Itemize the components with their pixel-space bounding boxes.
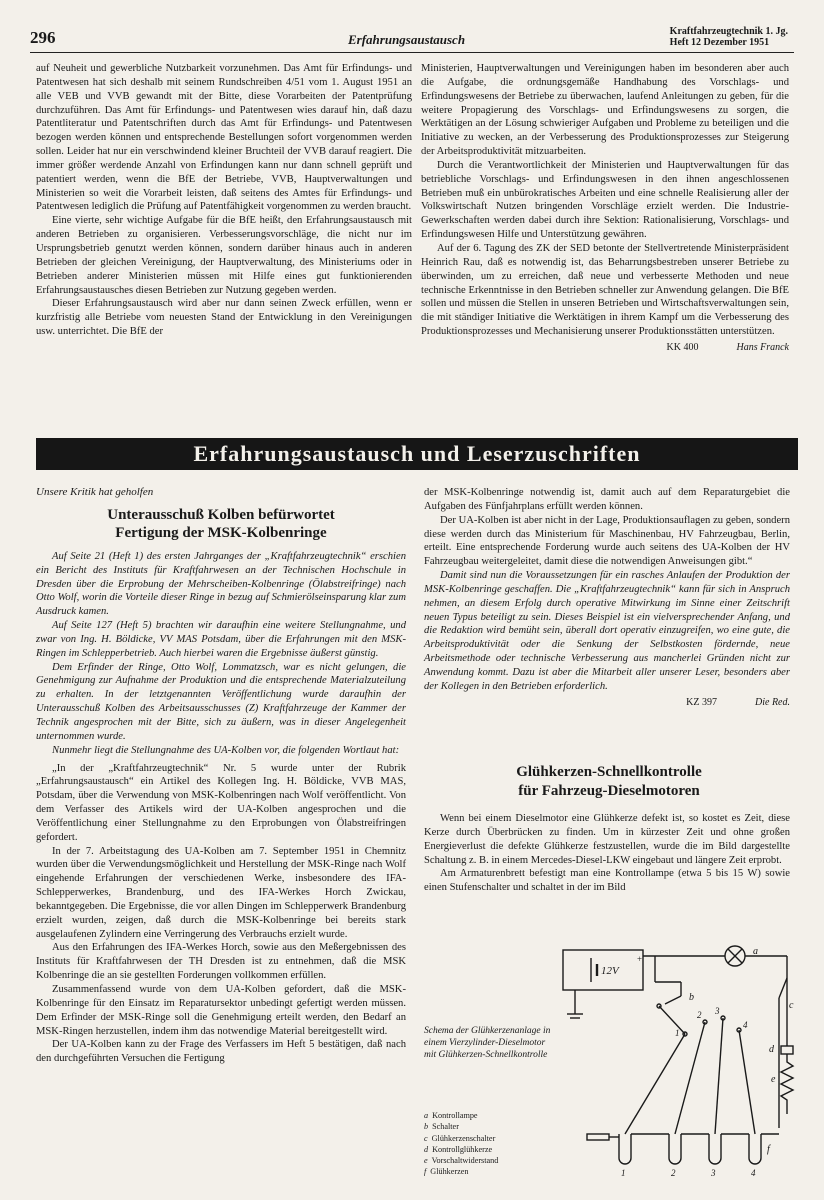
figure-caption: Schema der Glühkerzenanlage in einem Vierzylinder-Dieselmotor mit Glühkerzen-Schnellkontrolle (424, 1026, 551, 1060)
glow-plug-circuit-diagram (555, 938, 805, 1178)
wire (715, 1018, 723, 1134)
legend-item: b Schalter (424, 1122, 459, 1132)
resistor-label: e (771, 1074, 776, 1085)
glow-switch-label: c (789, 1000, 794, 1011)
switch-label: b (689, 992, 694, 1003)
article-kicker: Unsere Kritik hat geholfen (36, 486, 154, 498)
paragraph: „In der „Kraftfahrzeugtechnik“ Nr. 5 wurde unter der Rubrik „Erfahrungsaustausch“ ein Artikel des Kollegen Ing. H. Böldicke, VVB MAS, Potsdam, über die Verwendung von MSK-Kolbenringen nach Wolf veröffentlicht. Von dem Verfasser des Artikels wird der UA-Kolben angesprochen und die Veröffentlichung einer Stellungnahme zu den Erprobungen von Ölabstreifringen gefordert. (36, 762, 406, 843)
wire (625, 1034, 685, 1134)
plug-number: 2 (671, 1168, 676, 1178)
legend-item: c Glühkerzenschalter (424, 1133, 496, 1143)
paragraph: In der 7. Arbeitstagung des UA-Kolben am 7. September 1951 in Chemnitz wurden über die Verwendungsmöglichkeit und Herstellung der MSK-Ringe nach Wolf eingehende Erfahrungen der verschiedenen Werke, insbesondere des IFA-Schlepperwerkes, Brandenburg, und des IFA-Werkes Horch Zwickau, bekanntgegeben. Die Ergebnisse, die vor allen Dingen im Schlepperwerk Brandenburg erzielt wurden, zeigen, daß durch die MSK-Kolbenringe bei bereits stark ausgelaufenen Zylindern eine Verringerung des Verbrauchs erzielt wurde. (36, 845, 406, 940)
plug-number: 1 (621, 1168, 626, 1178)
paragraph: der MSK-Kolbenringe notwendig ist, damit auch auf dem Reparaturgebiet die Aufgaben des Fünfjahrplans erfüllt werden können. (424, 487, 790, 512)
control-plug (781, 1046, 793, 1054)
wire (659, 1006, 685, 1034)
switch-position-label: 3 (715, 1006, 720, 1016)
paragraph: Dem Erfinder der Ringe, Otto Wolf, Lommatzsch, war es nicht gelungen, die Genehmigung zur Aufnahme der Produktion und die entsprechende Materialzuteilung zu erhalten. In der letztgenannten Veröffentlichung wurde daraufhin der Unterausschuß Kolben des Arbeitsausschusses (Z) Kraftfahrzeuge der Kammer der Technik angesprochen mit der Bitte, sich zu äußern, was in dieser Angelegenheit unternommen wurde. (36, 661, 406, 742)
legend-item: a Kontrollampe (424, 1111, 478, 1120)
signature (424, 696, 790, 710)
wire (739, 1030, 755, 1134)
paragraph: Am Armaturenbrett befestigt man eine Kontrollampe (etwa 5 bis 15 W) sowie einen Stufenschalter und schaltet in der im Bild (424, 868, 790, 894)
switch-b (665, 996, 681, 1004)
terminal-block (587, 1134, 609, 1140)
legend-item: e Vorschaltwiderstand (424, 1156, 499, 1166)
article-title-line-1: Unterausschuß Kolben befürwortet (107, 506, 335, 523)
paragraph: Damit sind nun die Voraussetzungen für ein rasches Anlaufen der Produktion der MSK-Kolbenringe geschaffen. Die „Kraftfahrzeugtechnik“ kann für sich in Anspruch nehmen, an diesem Erfolg durch operative Mitwirkung im Sinne einer Zeitschrift neuen Typus beteiligt zu sein. Dieses Beispiel ist ein vielversprechender Anfang, und die Redaktion wird bemüht sein, überall dort operativ einzugreifen, wo eine gute, die Arbeitsproduktivität oder die Senkung der Selbstkosten fördernde, neue Arbeitsmethode oder technische Verbesserung aus mancherlei Gründen nicht zur Anwendung kommt. Dazu ist aber die Mitarbeit aller unserer Leser, besonders aber der Kollegen in den Betrieben erforderlich. (424, 570, 790, 692)
article2-title-line-2: für Fahrzeug-Dieselmotoren (518, 783, 700, 799)
lamp-label: a (753, 946, 758, 957)
glow-plug-1 (619, 1134, 631, 1164)
plug-number: 3 (711, 1168, 716, 1178)
article-title-line-2: Fertigung der MSK-Kolbenringe (115, 524, 327, 541)
glow-plug-4 (749, 1134, 761, 1164)
paragraph: Durch die Verantwortlichkeit der Ministerien und Hauptverwaltungen für das betriebliche Vorschlags- und Erfindungswesen in den ihnen angeschlossenen Betrieben muß ein unbürokratisches Arbeiten und eine schnelle Realisierung aller der Volkswirtschaft Nutzen bringenden Vorschläge erzielt werden. Die Industrie-Gewerkschaften werden dabei durch ihre Sektion: Rationalisierung, Vorschlags- und Erfindungswesen Hilfe und Unterstützung gewähren. (421, 159, 789, 241)
control-plug-label: d (769, 1044, 774, 1055)
paragraph: Wenn bei einem Dieselmotor eine Glühkerze defekt ist, so kostet es Zeit, diese Kerze durch Überbrücken zu finden. Um in kürzester Zeit und ohne großen Energieverlust die defekte Glühkerze festzustellen, wurde die im Bild dargestellte Schaltung z. B. in einem Mercedes-Diesel-LKW eingebaut und längere Zeit erprobt. (424, 813, 790, 866)
plug-number: 4 (751, 1168, 756, 1178)
battery-label: 12V (601, 965, 619, 977)
editorial-note (424, 569, 790, 694)
paragraph: Eine vierte, sehr wichtige Aufgabe für die BfE heißt, den Erfahrungsaustausch mit anderen Betrieben zu organisieren. Verbesserungsvorschläge, die nicht nur im Ursprungsbetrieb genutzt werden können, sondern darüber hinaus auch in anderen Betrieben der gleichen Vereinigung, der Hauptverwaltung, des Ministeriums oder in Betrieben anderer Ministerien müssen mit Hilfe eines gut funktionierenden Erfahrungsaustausches diesen Betrieben zur Nutzung gegeben werden. (36, 215, 412, 296)
top-right-column (421, 62, 789, 355)
section-banner: Erfahrungsaustausch und Leserzuschriften (36, 438, 798, 470)
journal-line-1: Kraftfahrzeugtechnik 1. Jg. (669, 26, 788, 37)
paragraph: auf Neuheit und gewerbliche Nutzbarkeit vorzunehmen. Das Amt für Erfindungs- und Patentwesen hat sich deshalb mit seinem Rundschreiben 4/51 vom 1. August 1951 an alle VEB und VVB gewandt mit der Bitte, diese Vorarbeiten der Patentprüfung durchzuführen. Das Amt für Erfindungs- und Patentwesen wies darauf hin, daß dazu Patentliteratur und Patentschriften durch das Amt für Erfindungs- und Patentwesen bezogen werden können und entsprechende Bestellungen sofort vorgenommen werden sollen. Leider hat nur ein verschwindend kleiner Bruchteil der VVB darauf reagiert. Die immer größer werdende Anzahl von Erfindungen kann nur dann schnell geprüft und patentiert werden, wenn die BfE der Betriebe, VVB, Hauptverwaltungen und Ministerien so weit die Vorarbeit leisten, daß seitens des Amtes für Erfindungs- und Patentwesen lediglich die Prüfung auf Patentfähigkeit vorgenommen zu werden braucht. (36, 63, 412, 213)
article2-body (424, 812, 790, 895)
paragraph: Dieser Erfahrungsaustausch wird aber nur dann seinen Zweck erfüllen, wenn er kurzfristig alle Betriebe vom neuesten Stand der Entwicklung in den Vereinigungen usw. unterrichtet. Die BfE der (36, 298, 412, 338)
signature-author: Hans Franck (736, 341, 789, 353)
signature-author: Die Red. (755, 696, 790, 708)
article-body (36, 762, 406, 1067)
paragraph: Auf der 6. Tagung des ZK der SED betonte der Stellvertretende Ministerpräsident Heinrich Rau, daß es notwendig ist, das Beharrungsbestreben unserer Betriebe zu überwinden, um zu erreichen, daß neue und verbesserte Methoden und neue technische Erkenntnisse in den Betrieben schneller zur Anwendung gelangen. Die BfE sollen und müssen die Stellen in unseren Betrieben und Wirtschaftsverwaltungen sein, die mit ständiger Initiative die Werktätigen in ihrem Kampf um die Verbesserung des Produktionsprozesses und Mechanisierung unserer Produktionsstätten unterstützen. (421, 242, 789, 338)
paragraph: Auf Seite 127 (Heft 5) brachten wir daraufhin eine weitere Stellungnahme, und zwar von Ing. H. Böldicke, VV MAS Potsdam, über die Erfahrungen mit den MSK-Ringen im Schlepperbetrieb. Auch hierbei waren die Ergebnisse äußerst günstig. (36, 620, 406, 659)
article1-right-column (424, 486, 790, 710)
resistor (781, 1054, 793, 1114)
switch-position-label: 1 (675, 1028, 680, 1038)
glow-plug-3 (709, 1134, 721, 1164)
article1-left-column (36, 486, 406, 1066)
article-intro (36, 550, 406, 758)
article2-title (424, 763, 794, 801)
paragraph: Aus den Erfahrungen des IFA-Werkes Horch, sowie aus den Meßergebnissen des Instituts für Kraftfahrwesen der TH Dresden ist zu entnehmen, daß die MSK Kolbenringe die an sie gestellten Forderungen vollkommen erfüllen. (36, 942, 406, 982)
section-title: Erfahrungsaustausch (348, 32, 466, 47)
signature-code: KZ 397 (686, 696, 717, 708)
paragraph: Zusammenfassend wurde von dem UA-Kolben gefordert, daß die MSK-Kolbenringe für den Einsatz im Reparatursektor unbedingt gefertigt werden müssen. Dem Erfinder der MSK-Ringe soll die Genehmigung erteilt werden, den Bedarf an MSK-Ringen herzustellen, indem ihm das notwendige Material bereitgestellt wird. (36, 984, 406, 1037)
legend-item: d Kontrollglühkerze (424, 1144, 493, 1154)
signature (421, 341, 789, 355)
paragraph: Der UA-Kolben kann zu der Frage des Verfassers im Heft 5 bestätigen, daß nach den durchgeführten Versuchen die Fertigung (36, 1039, 406, 1065)
glow-plugs (619, 1134, 779, 1164)
top-left-column (36, 62, 412, 339)
glow-switch-c (779, 978, 787, 998)
switch-position-label: 2 (697, 1010, 702, 1020)
article-title (36, 506, 406, 542)
signature-code: KK 400 (666, 341, 699, 353)
journal-line-2: Heft 12 Dezember 1951 (669, 37, 770, 48)
switch-position-label: 4 (743, 1020, 748, 1030)
paragraph: Nunmehr liegt die Stellungnahme des UA-Kolben vor, die folgenden Wortlaut hat: (52, 744, 400, 756)
legend-item: f Glühkerzen (424, 1167, 469, 1177)
battery-plus: + (637, 954, 643, 964)
journal-info (670, 26, 788, 48)
glow-plug-2 (669, 1134, 681, 1164)
paragraph: Der UA-Kolben ist aber nicht in der Lage, Produktionsauflagen zu geben, sondern diese werden durch das Ministerium für Maschinenbau, HV Fahrzeugbau, Berlin, erteilt. Eine entsprechende Forderung wurde auch seitens des UA-Kolben der HV Fahrzeugbau weitergeleitet, damit diese die notwendigen Anweisungen gibt.“ (424, 514, 790, 568)
page-number: 296 (30, 28, 56, 47)
plugs-label: f (767, 1144, 770, 1155)
paragraph: Ministerien, Hauptverwaltungen und Vereinigungen haben im besonderen aber auch die Aufgabe, die ordnungsgemäße Handhabung des Vorschlags- und Erfindungswesens der Betriebe zu überwachen, laufend Anleitungen zu geben, für die weitere Propagierung des Vorschlags- und Erfindungswesens zu sorgen, die Werktätigen an der Lösung schwieriger Aufgaben und Probleme zu beteiligen und die Initiative zu wecken, an der Verbesserung des Produktionsprozesses zur Steigerung der Arbeitsproduktivität mitzuarbeiten. (421, 63, 789, 158)
figure-legend (424, 1110, 564, 1178)
wire (675, 1022, 705, 1134)
page-header (30, 22, 794, 53)
paragraph: Auf Seite 21 (Heft 1) des ersten Jahrganges der „Kraftfahrzeugtechnik“ erschien ein Bericht des Instituts für Kraftfahrwesen an der Technischen Hochschule in Dresden über die Erprobung der Mehrscheiben-Kolbenringe (Ölabstreifringe) nach Otto Wolf, worin die Vorteile dieser Ringe in bezug auf Schmierölseinsparung klar zum Ausdruck kamen. (36, 550, 406, 618)
article2-title-line-1: Glühkerzen-Schnellkontrolle (516, 764, 702, 780)
